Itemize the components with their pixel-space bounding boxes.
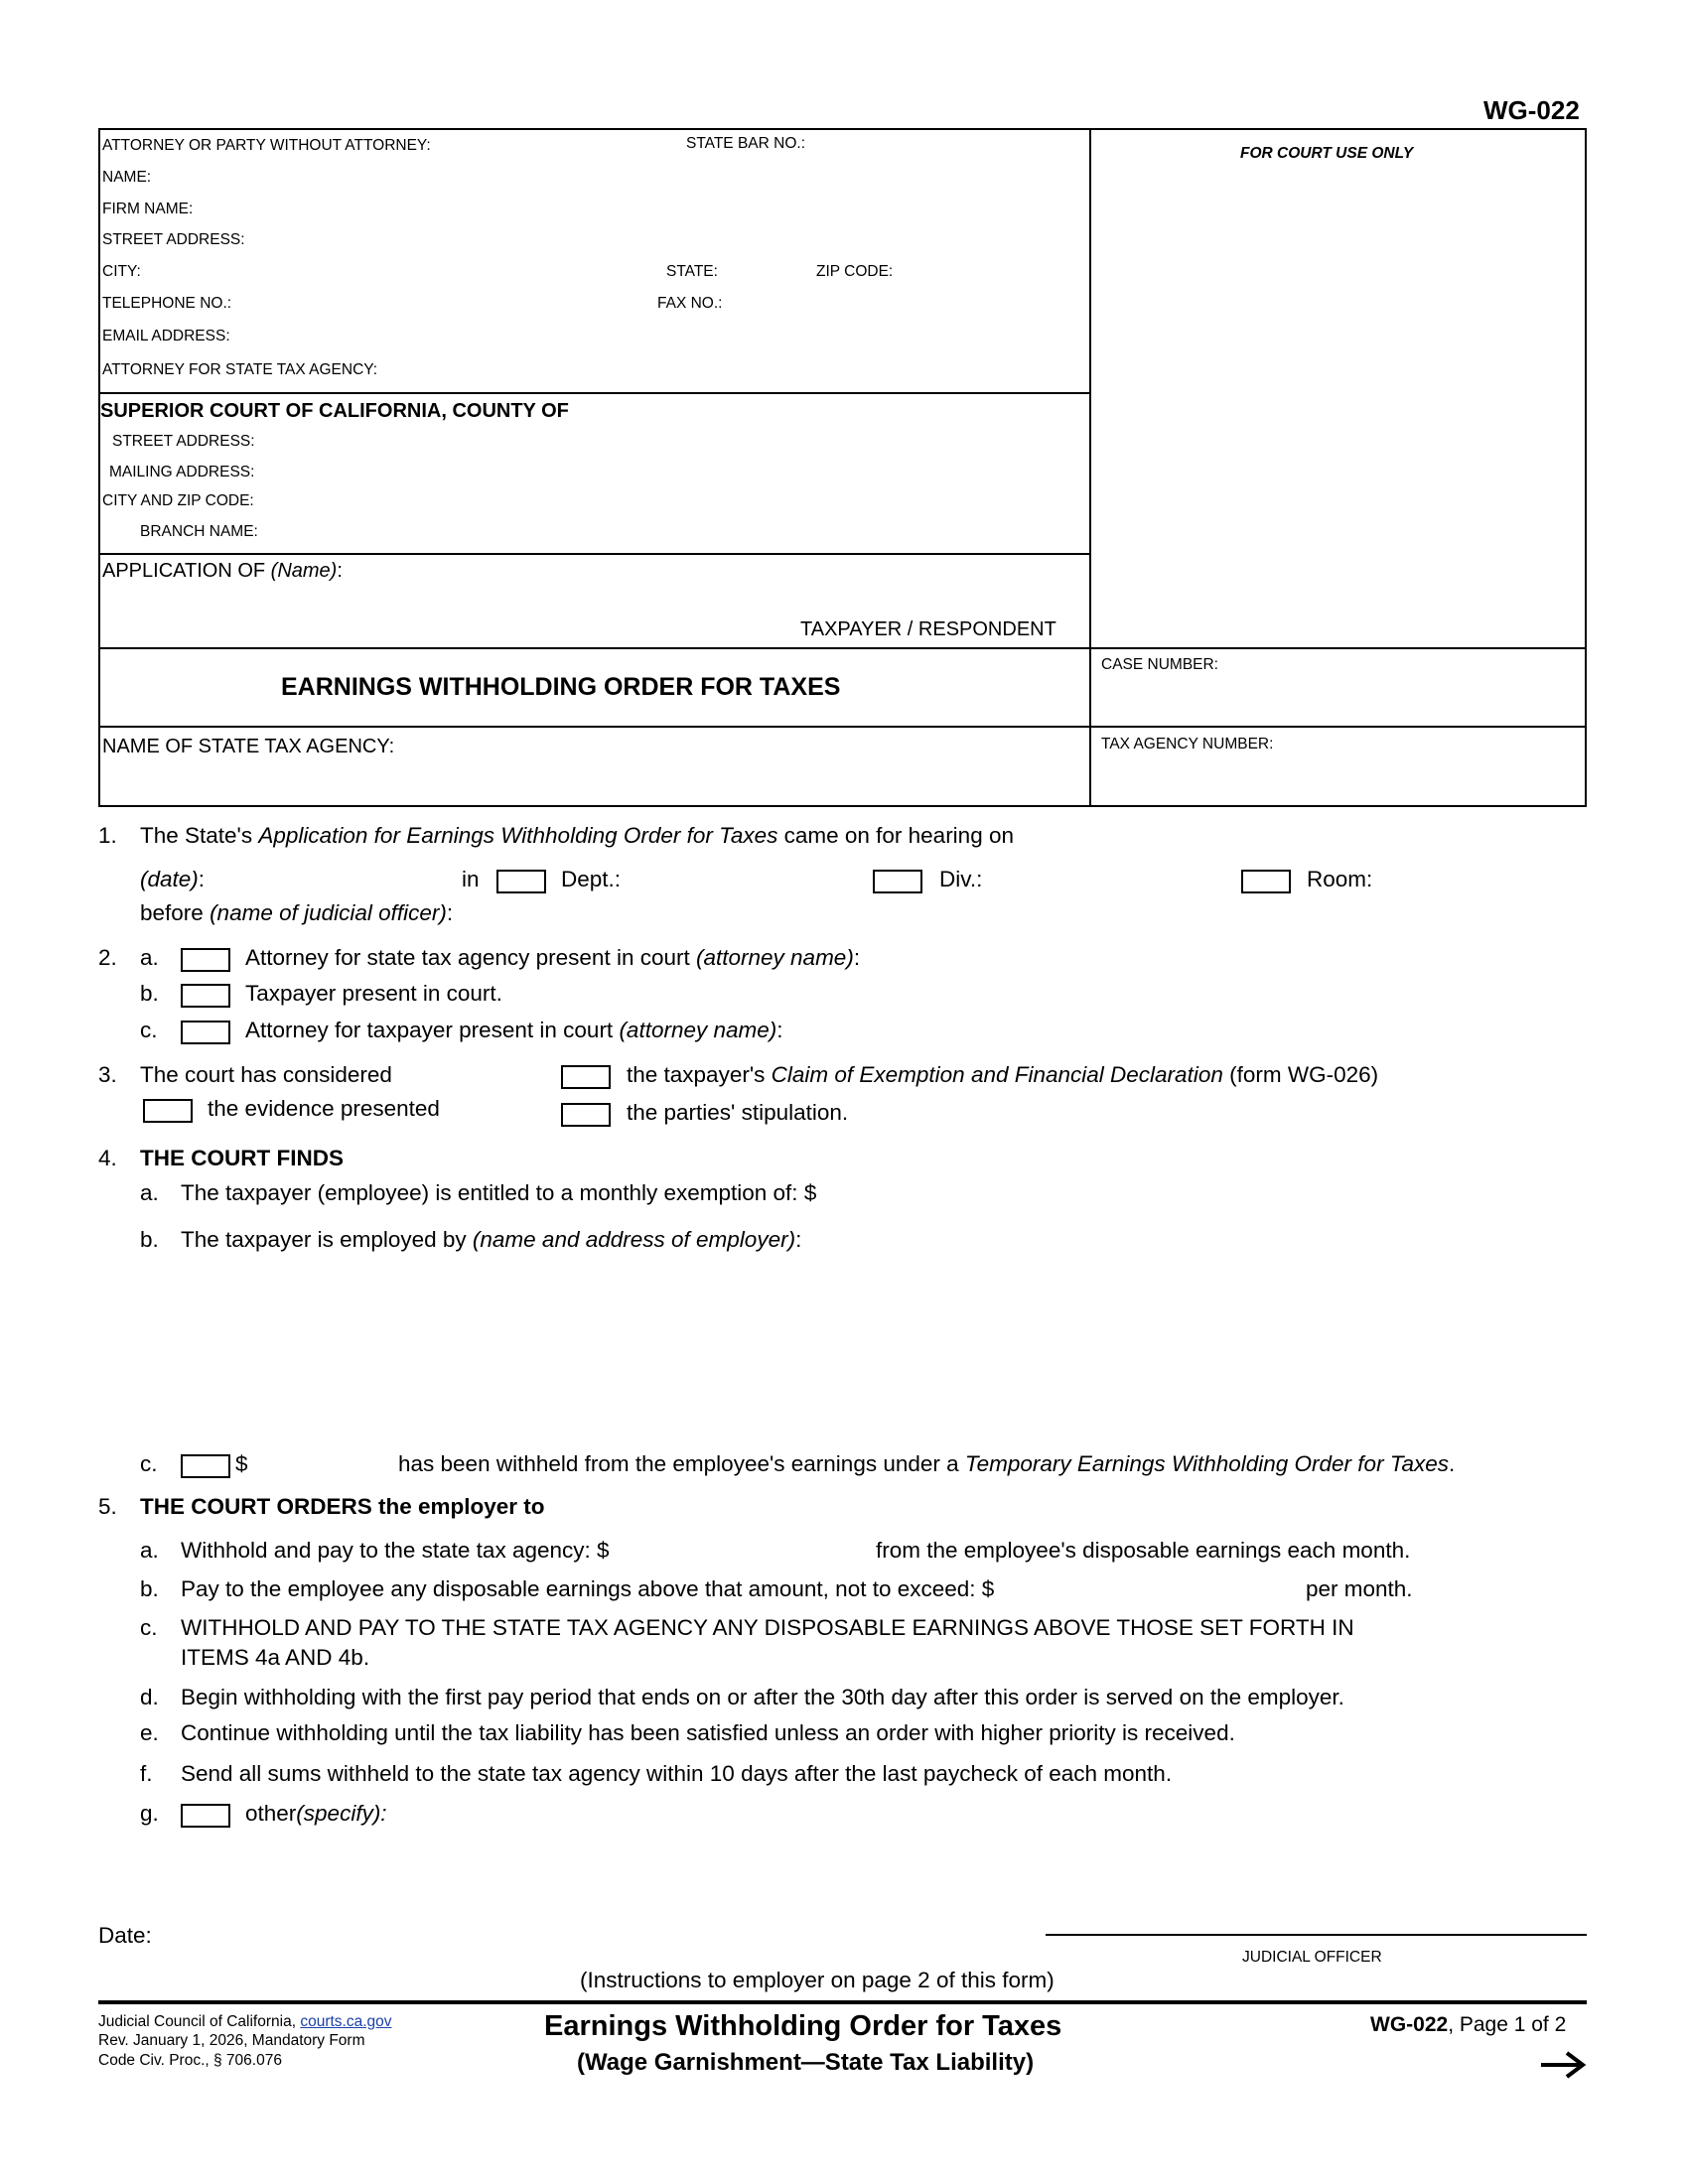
item-5d-text: Begin withholding with the first pay period that ends on or after the 30th day after this order is served on the employer.: [181, 1685, 1344, 1709]
court-branch-label: BRANCH NAME:: [140, 523, 258, 540]
item-3-claim-c: (form WG-026): [1222, 1062, 1379, 1087]
item-2c-hint: (attorney name): [619, 1018, 777, 1042]
item-5b-letter: b.: [140, 1576, 159, 1601]
item-4c-order-title: Temporary Earnings Withholding Order for Taxes: [964, 1451, 1450, 1476]
item-3-stipulation: the parties' stipulation.: [627, 1100, 849, 1125]
item-2a-label: Attorney for state tax agency present in court: [245, 945, 696, 970]
email-label: EMAIL ADDRESS:: [102, 328, 230, 344]
item-3-claim-text: [627, 1062, 1378, 1088]
hearing-date-colon: :: [198, 867, 206, 891]
item-2a-hint: (attorney name): [696, 945, 854, 970]
attorney-city-label: CITY:: [102, 263, 141, 280]
court-use-only-label: FOR COURT USE ONLY: [1240, 145, 1414, 162]
case-number-label: CASE NUMBER:: [1101, 656, 1218, 673]
signature-date-label: Date:: [98, 1923, 152, 1948]
item-2c-text: [245, 1018, 783, 1043]
item-1-number: 1.: [98, 823, 117, 848]
item-2a-text: [245, 945, 860, 971]
div-label: Div.:: [939, 867, 983, 891]
item-4c-letter: c.: [140, 1451, 158, 1476]
judicial-officer-before-label: [140, 900, 453, 926]
item-5f-letter: f.: [140, 1761, 153, 1786]
item-5c-line2: ITEMS 4a AND 4b.: [181, 1645, 370, 1670]
div-checkbox[interactable]: [873, 870, 922, 893]
item-3-claim-title: Claim of Exemption and Financial Declaration: [771, 1062, 1223, 1087]
dept-checkbox[interactable]: [496, 870, 546, 893]
application-name-hint: (Name): [270, 560, 338, 582]
courts-link[interactable]: courts.ca.gov: [300, 2013, 392, 2030]
item-5g-label: other: [245, 1801, 297, 1826]
caption-outer-box: [98, 128, 1587, 807]
footer-rule: [98, 2000, 1587, 2004]
application-of-text: APPLICATION OF: [102, 560, 266, 582]
item-5g-text: [245, 1801, 387, 1827]
telephone-label: TELEPHONE NO.:: [102, 295, 232, 312]
next-page-arrow-icon: [1539, 2051, 1587, 2079]
taxpayer-present-checkbox[interactable]: [181, 984, 230, 1008]
item-4a-text: The taxpayer (employee) is entitled to a monthly exemption of: $: [181, 1180, 817, 1205]
item-5e-text: Continue withholding until the tax liability has been satisfied unless an order with higher priority is received.: [181, 1720, 1235, 1745]
item-4b-colon: :: [795, 1227, 802, 1252]
caption-divider: [1089, 128, 1091, 807]
hearing-date-label: [140, 867, 205, 892]
item-2a-letter: a.: [140, 945, 159, 970]
item-4c-dollar: $: [235, 1451, 248, 1476]
attorney-party-label: ATTORNEY OR PARTY WITHOUT ATTORNEY:: [102, 137, 431, 154]
item-1-text: [140, 823, 1014, 849]
application-name-colon: :: [337, 560, 343, 582]
attorney-for-label: ATTORNEY FOR STATE TAX AGENCY:: [102, 361, 378, 378]
taxpayer-respondent-label: TAXPAYER / RESPONDENT: [800, 618, 1056, 640]
footer-council: [98, 2013, 392, 2031]
item-4b-text: [181, 1227, 801, 1253]
footer-form-number: WG-022: [1370, 2013, 1449, 2036]
court-application-divider: [98, 553, 1090, 555]
judicial-officer-colon: :: [446, 900, 454, 925]
title-bottom-line: [98, 726, 1587, 728]
item-2c-label: Attorney for taxpayer present in court: [245, 1018, 620, 1042]
item-5g-letter: g.: [140, 1801, 159, 1826]
court-city-zip-label: CITY AND ZIP CODE:: [102, 492, 254, 509]
court-street-label: STREET ADDRESS:: [112, 433, 255, 450]
item-3-number: 3.: [98, 1062, 117, 1087]
agency-name-label: NAME OF STATE TAX AGENCY:: [102, 736, 395, 757]
footer-page-info: [1370, 2013, 1566, 2037]
item-4-number: 4.: [98, 1146, 117, 1170]
room-label: Room:: [1307, 867, 1373, 891]
fax-label: FAX NO.:: [657, 295, 723, 312]
item-5c-letter: c.: [140, 1615, 158, 1640]
item-5d-letter: d.: [140, 1685, 159, 1709]
dept-label: Dept.:: [561, 867, 622, 891]
before-text: before: [140, 900, 211, 925]
form-number: WG-022: [1483, 95, 1580, 125]
stipulation-checkbox[interactable]: [561, 1103, 611, 1127]
item-5g-hint: (specify):: [296, 1801, 387, 1826]
firm-name-label: FIRM NAME:: [102, 201, 194, 217]
item-1-text-c: came on for hearing on: [777, 823, 1014, 848]
item-5a-text: Withhold and pay to the state tax agency: $: [181, 1538, 610, 1563]
item-4b-label: The taxpayer is employed by: [181, 1227, 473, 1252]
item-2a-colon: :: [853, 945, 861, 970]
item-3-evidence: the evidence presented: [208, 1096, 440, 1121]
judicial-officer-signature-line: [1046, 1934, 1587, 1936]
item-5-number: 5.: [98, 1494, 117, 1519]
item-4b-letter: b.: [140, 1227, 159, 1252]
item-2b-letter: b.: [140, 981, 159, 1006]
footer-title: Earnings Withholding Order for Taxes: [544, 2010, 1062, 2042]
item-5c-line1: WITHHOLD AND PAY TO THE STATE TAX AGENCY ANY DISPOSABLE EARNINGS ABOVE THOSE SET FORTH IN: [181, 1615, 1354, 1640]
item-5e-letter: e.: [140, 1720, 159, 1745]
item-5b-text: Pay to the employee any disposable earnings above that amount, not to exceed: $: [181, 1576, 995, 1601]
attorney-zip-label: ZIP CODE:: [816, 263, 894, 280]
temporary-withholding-checkbox[interactable]: [181, 1454, 230, 1478]
attorney-agency-present-checkbox[interactable]: [181, 948, 230, 972]
item-4c-text-a: has been withheld from the employee's earnings under a: [398, 1451, 965, 1476]
item-4a-letter: a.: [140, 1180, 159, 1205]
state-bar-label: STATE BAR NO.:: [686, 135, 805, 152]
form-title: EARNINGS WITHHOLDING ORDER FOR TAXES: [281, 673, 841, 701]
other-checkbox[interactable]: [181, 1804, 230, 1828]
item-2-number: 2.: [98, 945, 117, 970]
attorney-street-label: STREET ADDRESS:: [102, 231, 245, 248]
judicial-officer-hint: (name of judicial officer): [210, 900, 447, 925]
item-4c-text: [398, 1451, 1455, 1477]
footer-page-number: , Page 1 of 2: [1448, 2013, 1567, 2036]
room-checkbox[interactable]: [1241, 870, 1291, 893]
attorney-taxpayer-present-checkbox[interactable]: [181, 1021, 230, 1044]
footer-code: Code Civ. Proc., § 706.076: [98, 2052, 282, 2069]
item-5b-tail: per month.: [1306, 1576, 1413, 1601]
item-1-text-a: The State's: [140, 823, 259, 848]
item-5a-tail: from the employee's disposable earnings each month.: [876, 1538, 1411, 1563]
item-3-considered: The court has considered: [140, 1062, 392, 1087]
court-mailing-label: MAILING ADDRESS:: [109, 464, 255, 480]
instructions-note: (Instructions to employer on page 2 of this form): [580, 1968, 1055, 1992]
in-label: in: [462, 867, 480, 891]
hearing-date-hint: (date): [140, 867, 199, 891]
footer-revision: Rev. January 1, 2026, Mandatory Form: [98, 2032, 365, 2049]
item-5-title: THE COURT ORDERS the employer to: [140, 1494, 545, 1519]
evidence-checkbox[interactable]: [143, 1099, 193, 1123]
item-5a-letter: a.: [140, 1538, 159, 1563]
item-5f-text: Send all sums withheld to the state tax agency within 10 days after the last paycheck of each month.: [181, 1761, 1173, 1786]
footer-council-text: Judicial Council of California,: [98, 2013, 301, 2030]
claim-of-exemption-checkbox[interactable]: [561, 1065, 611, 1089]
item-4-title: THE COURT FINDS: [140, 1146, 344, 1170]
item-4b-hint: (name and address of employer): [472, 1227, 796, 1252]
attorney-court-divider: [98, 392, 1090, 394]
application-of-label: [102, 560, 343, 583]
item-2b-text: Taxpayer present in court.: [245, 981, 502, 1006]
footer-subtitle: (Wage Garnishment—State Tax Liability): [577, 2049, 1035, 2076]
item-4c-text-c: .: [1449, 1451, 1456, 1476]
attorney-name-label: NAME:: [102, 169, 152, 186]
title-top-line: [98, 647, 1587, 649]
judicial-officer-label: JUDICIAL OFFICER: [1242, 1949, 1382, 1966]
attorney-state-label: STATE:: [666, 263, 718, 280]
item-2c-colon: :: [776, 1018, 783, 1042]
item-1-application-title: Application for Earnings Withholding Order for Taxes: [258, 823, 778, 848]
court-title: SUPERIOR COURT OF CALIFORNIA, COUNTY OF: [100, 400, 569, 422]
item-2c-letter: c.: [140, 1018, 158, 1042]
agency-number-label: TAX AGENCY NUMBER:: [1101, 736, 1274, 752]
item-3-claim-a: the taxpayer's: [627, 1062, 772, 1087]
